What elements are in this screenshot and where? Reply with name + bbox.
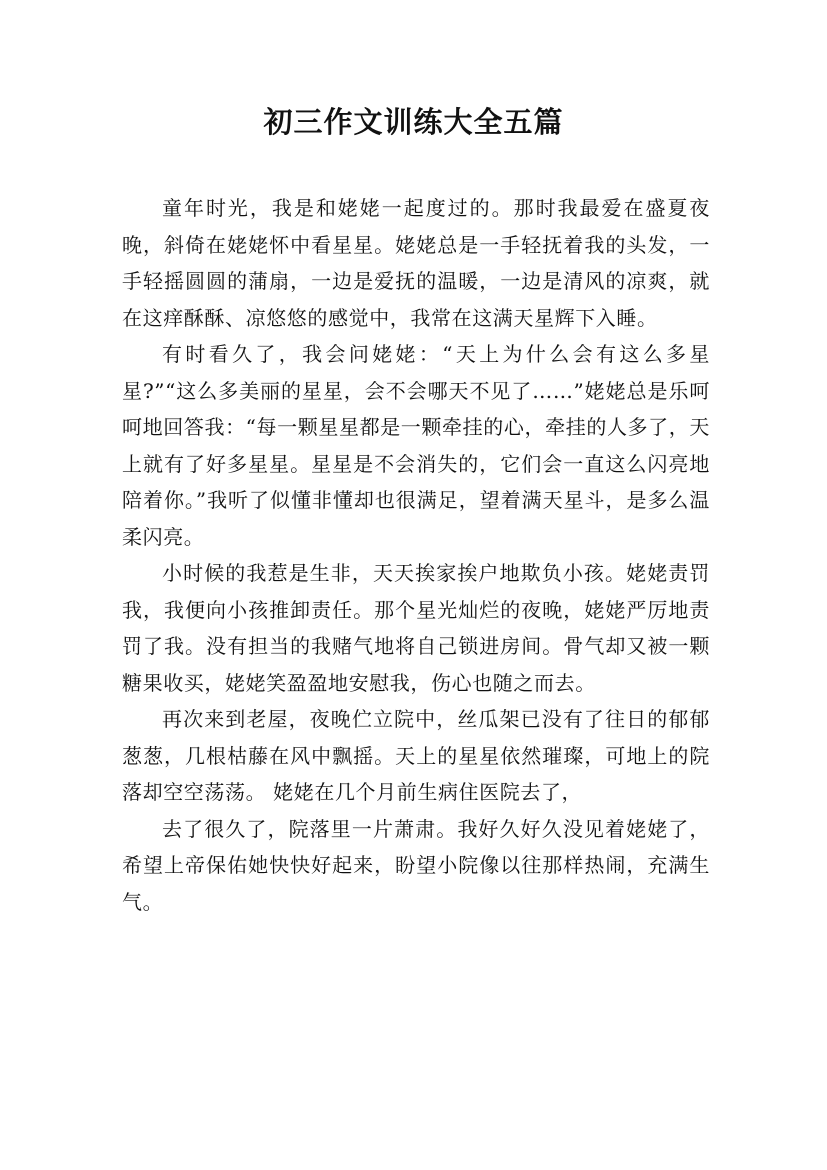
document-title: 初三作文训练大全五篇	[263, 105, 564, 139]
paragraph-4: 再次来到老屋，夜晚伫立院中，丝瓜架已没有了往日的郁郁葱葱，几根枯藤在风中飘摇。天上的星星依然璀璨，可地上的院落却空空荡荡。 姥姥在几个月前生病住医院去了，	[122, 707, 710, 804]
paragraph-1: 童年时光，我是和姥姥一起度过的。那时我最爱在盛夏夜晚，斜倚在姥姥怀中看星星。姥姥总是一手轻抚着我的头发，一手轻摇圆圆的蒲扇，一边是爱抚的温暖，一边是清风的凉爽，就在这痒酥酥、凉悠悠的感觉中，我常在这满天星辉下入睡。	[122, 196, 710, 330]
document-body	[122, 190, 710, 920]
paragraph-3: 小时候的我惹是生非，天天挨家挨户地欺负小孩。姥姥责罚我，我便向小孩推卸责任。那个星光灿烂的夜晚，姥姥严厉地责罚了我。没有担当的我赌气地将自己锁进房间。骨气却又被一颗糖果收买，姥姥笑盈盈地安慰我，伤心也随之而去。	[122, 561, 710, 695]
paragraph-5: 去了很久了，院落里一片萧肃。我好久好久没见着姥姥了，希望上帝保佑她快快好起来，盼望小院像以往那样热闹，充满生气。	[122, 816, 710, 914]
paragraph-2: 有时看久了，我会问姥姥：“天上为什么会有这么多星星?”“这么多美丽的星星，会不会哪天不见了……”姥姥总是乐呵呵地回答我：“每一颗星星都是一颗牵挂的心，牵挂的人多了，天上就有了好多星星。星星是不会消失的，它们会一直这么闪亮地陪着你。”我听了似懂非懂却也很满足，望着满天星斗，是多么温柔闪亮。	[122, 342, 710, 549]
